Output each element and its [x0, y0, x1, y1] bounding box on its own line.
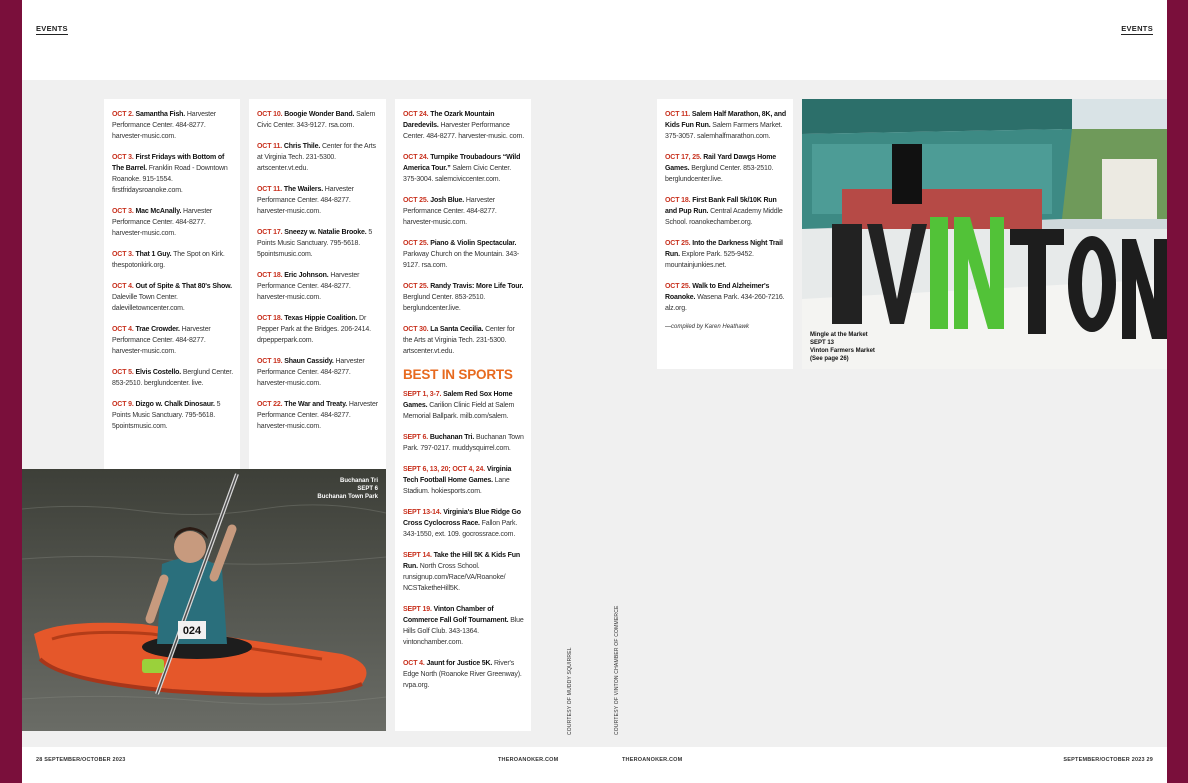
event-title: Rail Yard Dawgs Home Games. [665, 154, 777, 172]
event-entry [403, 109, 525, 142]
event-entry [257, 109, 380, 131]
event-date: SEPT 6, 13, 20; OCT 4, 24. [403, 466, 486, 473]
events-column-1 [104, 99, 240, 469]
event-date: SEPT 6. [403, 434, 429, 441]
event-info: Harvester Performance Center. 484-8277. harvester-music.com. [257, 401, 378, 430]
event-entry [403, 152, 525, 185]
event-date: OCT 4. [112, 326, 134, 333]
event-date: SEPT 1, 3-7. [403, 391, 442, 398]
event-date: OCT 4. [403, 660, 425, 667]
photo-caption-buchanan [317, 477, 378, 501]
event-date: OCT 10. [257, 111, 283, 118]
caption-line: SEPT 13 [810, 340, 835, 346]
event-entry [257, 313, 380, 346]
event-title: La Santa Cecilia. [430, 326, 484, 333]
event-entry [257, 141, 380, 174]
caption-line: (See page 26) [810, 356, 849, 362]
event-info: Harvester Performance Center. 484-8277. harvester-music.com. [257, 358, 365, 387]
event-info: Daleville Town Center. dalevilletowncenter.com. [112, 294, 185, 312]
event-date: OCT 25. [403, 240, 429, 247]
event-info: North Cross School. runsignup.com/Race/VA/Roanoke/ NCSTaketheHill5K. [403, 563, 506, 592]
caption-line: Vinton Farmers Market [810, 348, 875, 354]
event-title: Take the Hill 5K & Kids Fun Run. [403, 552, 521, 570]
event-title: First Fridays with Bottom of The Barrel. [112, 154, 225, 172]
event-entry [112, 399, 234, 432]
site-url-right[interactable]: THEROANOKER.COM [622, 757, 683, 763]
event-list [403, 109, 525, 357]
events-column-3 [395, 99, 531, 731]
event-entry [665, 152, 787, 185]
event-entry [665, 109, 787, 142]
event-title: Josh Blue. [430, 197, 465, 204]
caption-line: Buchanan Tri [339, 478, 378, 484]
event-entry [403, 389, 525, 422]
event-info: Dr Pepper Park at the Bridges. 206-2414. drpepperpark.com. [257, 315, 371, 344]
event-title: The Wailers. [283, 186, 323, 193]
event-entry [112, 152, 234, 196]
event-entry [112, 367, 234, 389]
event-date: OCT 25. [403, 197, 429, 204]
event-info: Harvester Performance Center. 484-8277. harvester-music.com. [112, 111, 216, 140]
event-info: The Spot on Kirk. thespotonkirk.org. [112, 251, 225, 269]
event-date: OCT 11. [665, 111, 691, 118]
events-column-2 [249, 99, 386, 469]
photo-caption-vinton [810, 331, 875, 363]
event-info: Harvester Performance Center. 484-8277. harvester-music. com. [403, 122, 524, 140]
page-header [22, 0, 1167, 80]
caption-line: Mingle at the Market [810, 332, 868, 338]
event-info: Fallon Park. 343-1550, ext. 109. gocrossrace.com. [403, 520, 518, 538]
event-date: OCT 5. [112, 369, 134, 376]
event-title: Virginia Tech Football Home Games. [403, 466, 512, 484]
event-info: Lane Stadium. hokiesports.com. [403, 477, 510, 495]
event-info: 5 Points Music Sanctuary. 795-5618. 5pointsmusic.com. [257, 229, 373, 258]
event-entry [112, 109, 234, 142]
event-entry [403, 550, 525, 594]
event-info: Explore Park. 525-9452. mountainjunkies.net. [665, 251, 754, 269]
event-date: OCT 4. [112, 283, 134, 290]
page-footer [22, 747, 1167, 783]
event-date: SEPT 19. [403, 606, 432, 613]
event-title: Piano & Violin Spectacular. [430, 240, 517, 247]
event-entry [257, 227, 380, 260]
vinton-market-photo [802, 99, 1167, 369]
event-list [665, 109, 787, 314]
event-title: Shaun Cassidy. [284, 358, 334, 365]
event-title: Buchanan Tri. [429, 434, 475, 441]
site-url-left[interactable]: THEROANOKER.COM [498, 757, 559, 763]
event-date: OCT 30. [403, 326, 429, 333]
sports-heading: BEST IN SPORTS [403, 367, 513, 382]
event-info: Buchanan Town Park. 797-0217. muddysquirrel.com. [403, 434, 524, 452]
event-entry [403, 464, 525, 497]
event-entry [403, 238, 525, 271]
event-entry [112, 206, 234, 239]
event-date: OCT 3. [112, 154, 134, 161]
compiled-by-credit: —compiled by Karen Heathawk [665, 324, 750, 330]
event-title: Randy Travis: More Life Tour. [430, 283, 524, 290]
event-info: Harvester Performance Center. 484-8277. harvester-music.com. [257, 186, 354, 215]
sports-list [403, 389, 525, 691]
event-info: Berglund Center. 853-2510. berglundcenter.live. [665, 165, 774, 183]
event-date: SEPT 13-14. [403, 509, 442, 516]
event-entry [112, 324, 234, 357]
event-info: Berglund Center. 853-2510. berglundcenter. live. [112, 369, 234, 387]
event-entry [403, 432, 525, 454]
event-date: OCT 18. [257, 315, 283, 322]
event-entry [257, 184, 380, 217]
event-date: OCT 25. [665, 283, 691, 290]
kayak-photo [22, 469, 386, 731]
event-date: OCT 19. [257, 358, 283, 365]
event-info: Carilion Clinic Field at Salem Memorial Ballpark. milb.com/salem. [403, 402, 515, 420]
vinton-illustration [802, 99, 1167, 369]
event-date: OCT 17. [257, 229, 283, 236]
event-title: Samantha Fish. [135, 111, 186, 118]
event-date: OCT 3. [112, 208, 134, 215]
event-title: Salem Red Sox Home Games. [403, 391, 513, 409]
event-info: Center for the Arts at Virginia Tech. 231-5300. artscenter.vt.edu. [257, 143, 376, 172]
events-column-4 [657, 99, 793, 369]
event-title: Eric Johnson. [284, 272, 329, 279]
event-info: Harvester Performance Center. 484-8277. harvester-music.com. [257, 272, 360, 301]
event-date: OCT 11. [257, 143, 283, 150]
event-info: Central Academy Middle School. roanokechamber.org. [665, 208, 783, 226]
event-info: Salem Civic Center. 343-9127. rsa.com. [257, 111, 376, 129]
event-title: Trae Crowder. [135, 326, 180, 333]
folio-left: 28 SEPTEMBER/OCTOBER 2023 [36, 757, 126, 763]
event-list [112, 109, 234, 432]
event-entry [257, 356, 380, 389]
event-info: Harvester Performance Center. 484-8277. harvester-music.com. [112, 208, 213, 237]
event-title: Dizgo w. Chalk Dinosaur. [135, 401, 215, 408]
event-info: Harvester Performance Center. 484-8277. harvester-music.com. [112, 326, 211, 355]
event-entry [403, 195, 525, 228]
section-label-left: EVENTS [36, 24, 68, 33]
event-entry [403, 281, 525, 314]
photo-credit-left: COURTESY OF MUDDY SQUIRREL [567, 647, 573, 735]
event-title: Texas Hippie Coalition. [284, 315, 358, 322]
event-entry [665, 281, 787, 314]
event-entry [403, 324, 525, 357]
event-title: Into the Darkness Night Trail Run. [665, 240, 783, 258]
caption-line: Buchanan Town Park [317, 494, 378, 500]
event-title: Elvis Costello. [135, 369, 182, 376]
event-date: OCT 22. [257, 401, 283, 408]
event-date: OCT 18. [257, 272, 283, 279]
event-title: Salem Half Marathon, 8K, and Kids Fun Run. [665, 111, 787, 129]
event-entry [257, 270, 380, 303]
event-date: OCT 25. [665, 240, 691, 247]
event-list [257, 109, 380, 432]
event-info: Berglund Center. 853-2510. berglundcenter.live. [403, 294, 486, 312]
event-info: 5 Points Music Sanctuary. 795-5618. 5pointsmusic.com. [112, 401, 221, 430]
caption-line: SEPT 6 [357, 486, 378, 492]
event-entry [403, 658, 525, 691]
event-title: The Ozark Mountain Daredevils. [403, 111, 495, 129]
event-date: OCT 17, 25. [665, 154, 702, 161]
event-title: Turnpike Troubadours “Wild America Tour.” [403, 154, 521, 172]
event-date: OCT 18. [665, 197, 691, 204]
event-date: SEPT 14. [403, 552, 432, 559]
event-entry [403, 604, 525, 648]
event-title: Jaunt for Justice 5K. [426, 660, 493, 667]
event-date: OCT 11. [257, 186, 283, 193]
magazine-spread [22, 0, 1167, 783]
event-entry [257, 399, 380, 432]
event-info: Parkway Church on the Mountain. 343-9127. rsa.com. [403, 251, 519, 269]
event-title: Out of Spite & That 80's Show. [135, 283, 232, 290]
event-date: OCT 24. [403, 111, 429, 118]
race-bib-number: 024 [182, 625, 202, 637]
event-info: Blue Hills Golf Club. 343-1364. vintonchamber.com. [403, 617, 524, 646]
event-entry [112, 281, 234, 314]
section-label-right: EVENTS [1121, 24, 1153, 33]
event-info: Franklin Road - Downtown Roanoke. 915-1554. firstfridaysroanoke.com. [112, 165, 228, 194]
event-title: Sneezy w. Natalie Brooke. [284, 229, 367, 236]
event-info: River's Edge North (Roanoke River Greenway). rvpa.org. [403, 660, 522, 689]
event-entry [112, 249, 234, 271]
event-entry [403, 507, 525, 540]
event-date: OCT 24. [403, 154, 429, 161]
event-title: That 1 Guy. [135, 251, 172, 258]
event-info: Wasena Park. 434-260-7216. alz.org. [665, 294, 785, 312]
event-title: Boogie Wonder Band. [284, 111, 355, 118]
kayak-illustration [22, 469, 386, 731]
event-entry [665, 238, 787, 271]
event-title: Virginia's Blue Ridge Go Cross Cyclocross Race. [403, 509, 521, 527]
event-info: Salem Civic Center. 375-3004. salemciviccenter.com. [403, 165, 511, 183]
event-entry [665, 195, 787, 228]
photo-credit-right: COURTESY OF VINTON CHAMBER OF COMMERCE [614, 605, 620, 735]
event-title: Mac McAnally. [135, 208, 182, 215]
event-title: Walk to End Alzheimer's Roanoke. [665, 283, 770, 301]
event-title: Chris Thile. [283, 143, 321, 150]
event-date: OCT 2. [112, 111, 134, 118]
event-date: OCT 25. [403, 283, 429, 290]
event-title: First Bank Fall 5k/10K Run and Pup Run. [665, 197, 777, 215]
event-info: Harvester Performance Center. 484-8277. harvester-music.com. [403, 197, 497, 226]
event-title: The War and Treaty. [284, 401, 348, 408]
event-info: Salem Farmers Market. 375-3057. salemhalfmarathon.com. [665, 122, 783, 140]
event-title: Vinton Chamber of Commerce Fall Golf Tournament. [403, 606, 509, 624]
folio-right: SEPTEMBER/OCTOBER 2023 29 [1063, 757, 1153, 763]
event-date: OCT 9. [112, 401, 134, 408]
event-info: Center for the Arts at Virginia Tech. 231-5300. artscenter.vt.edu. [403, 326, 515, 355]
event-date: OCT 3. [112, 251, 134, 258]
